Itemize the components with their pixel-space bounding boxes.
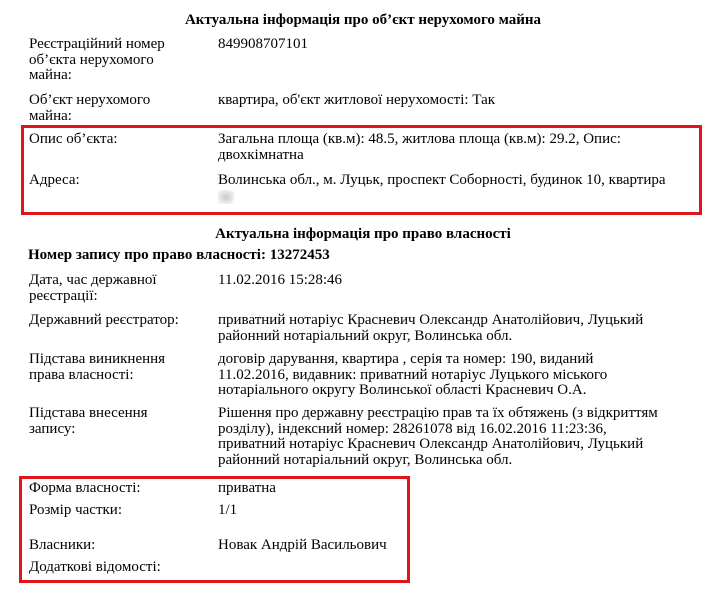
registration-date-value: 11.02.2016 15:28:46 — [218, 272, 343, 288]
address-value: Волинська обл., м. Луцьк, проспект Соборності, будинок 10, квартира — [218, 172, 666, 188]
registration-date-label: Дата, час державної реєстрації: — [29, 272, 157, 304]
ownership-form-label: Форма власності: — [29, 480, 141, 496]
ownership-record-number: Номер запису про право власності: 13272453 — [28, 247, 330, 263]
address-label: Адреса: — [29, 172, 80, 188]
highlight-description-box — [21, 125, 702, 215]
entry-basis-value: Рішення про державну реєстрацію прав та їх обтяжень (з відкриттям розділу), індексний номер: 28261078 від 16.02.2016 11:23:36, приватний нотаріус Красневич Олександр Анатолійович, Луцький районний нотаріальний округ, Волинська обл. — [218, 405, 658, 468]
share-size-label: Розмір частки: — [29, 502, 122, 518]
object-description-value: Загальна площа (кв.м): 48.5, житлова площа (кв.м): 29.2, Опис: двохкімнатна — [218, 131, 621, 163]
owners-value: Новак Андрій Васильович — [218, 537, 387, 553]
highlight-ownership-box — [19, 476, 410, 583]
property-section-title: Актуальна інформація про об’єкт нерухомого майна — [184, 12, 542, 28]
object-description-label: Опис об’єкта: — [29, 131, 118, 147]
owners-label: Власники: — [29, 537, 96, 553]
ownership-section-title: Актуальна інформація про право власності — [215, 226, 511, 242]
state-registrar-label: Державний реєстратор: — [29, 312, 179, 328]
registration-number-value: 849908707101 — [218, 36, 308, 52]
state-registrar-value: приватний нотаріус Красневич Олександр Анатолійович, Луцький районний нотаріальний округ, Волинська обл. — [218, 312, 644, 344]
ownership-form-value: приватна — [218, 480, 276, 496]
share-size-value: 1/1 — [218, 502, 238, 518]
additional-info-label: Додаткові відомості: — [29, 559, 161, 575]
property-object-value: квартира, об'єкт житлової нерухомості: Так — [218, 92, 496, 108]
entry-basis-label: Підстава внесення запису: — [29, 405, 148, 437]
registration-number-label: Реєстраційний номер об’єкта нерухомого майна: — [29, 36, 165, 83]
property-object-label: Об’єкт нерухомого майна: — [29, 92, 151, 124]
ownership-basis-value: договір дарування, квартира , серія та номер: 190, виданий 11.02.2016, видавник: приватний нотаріус Луцького міського нотаріального округу Волинської області Красневич О.А. — [218, 351, 608, 398]
ownership-basis-label: Підстава виникнення права власності: — [29, 351, 166, 383]
